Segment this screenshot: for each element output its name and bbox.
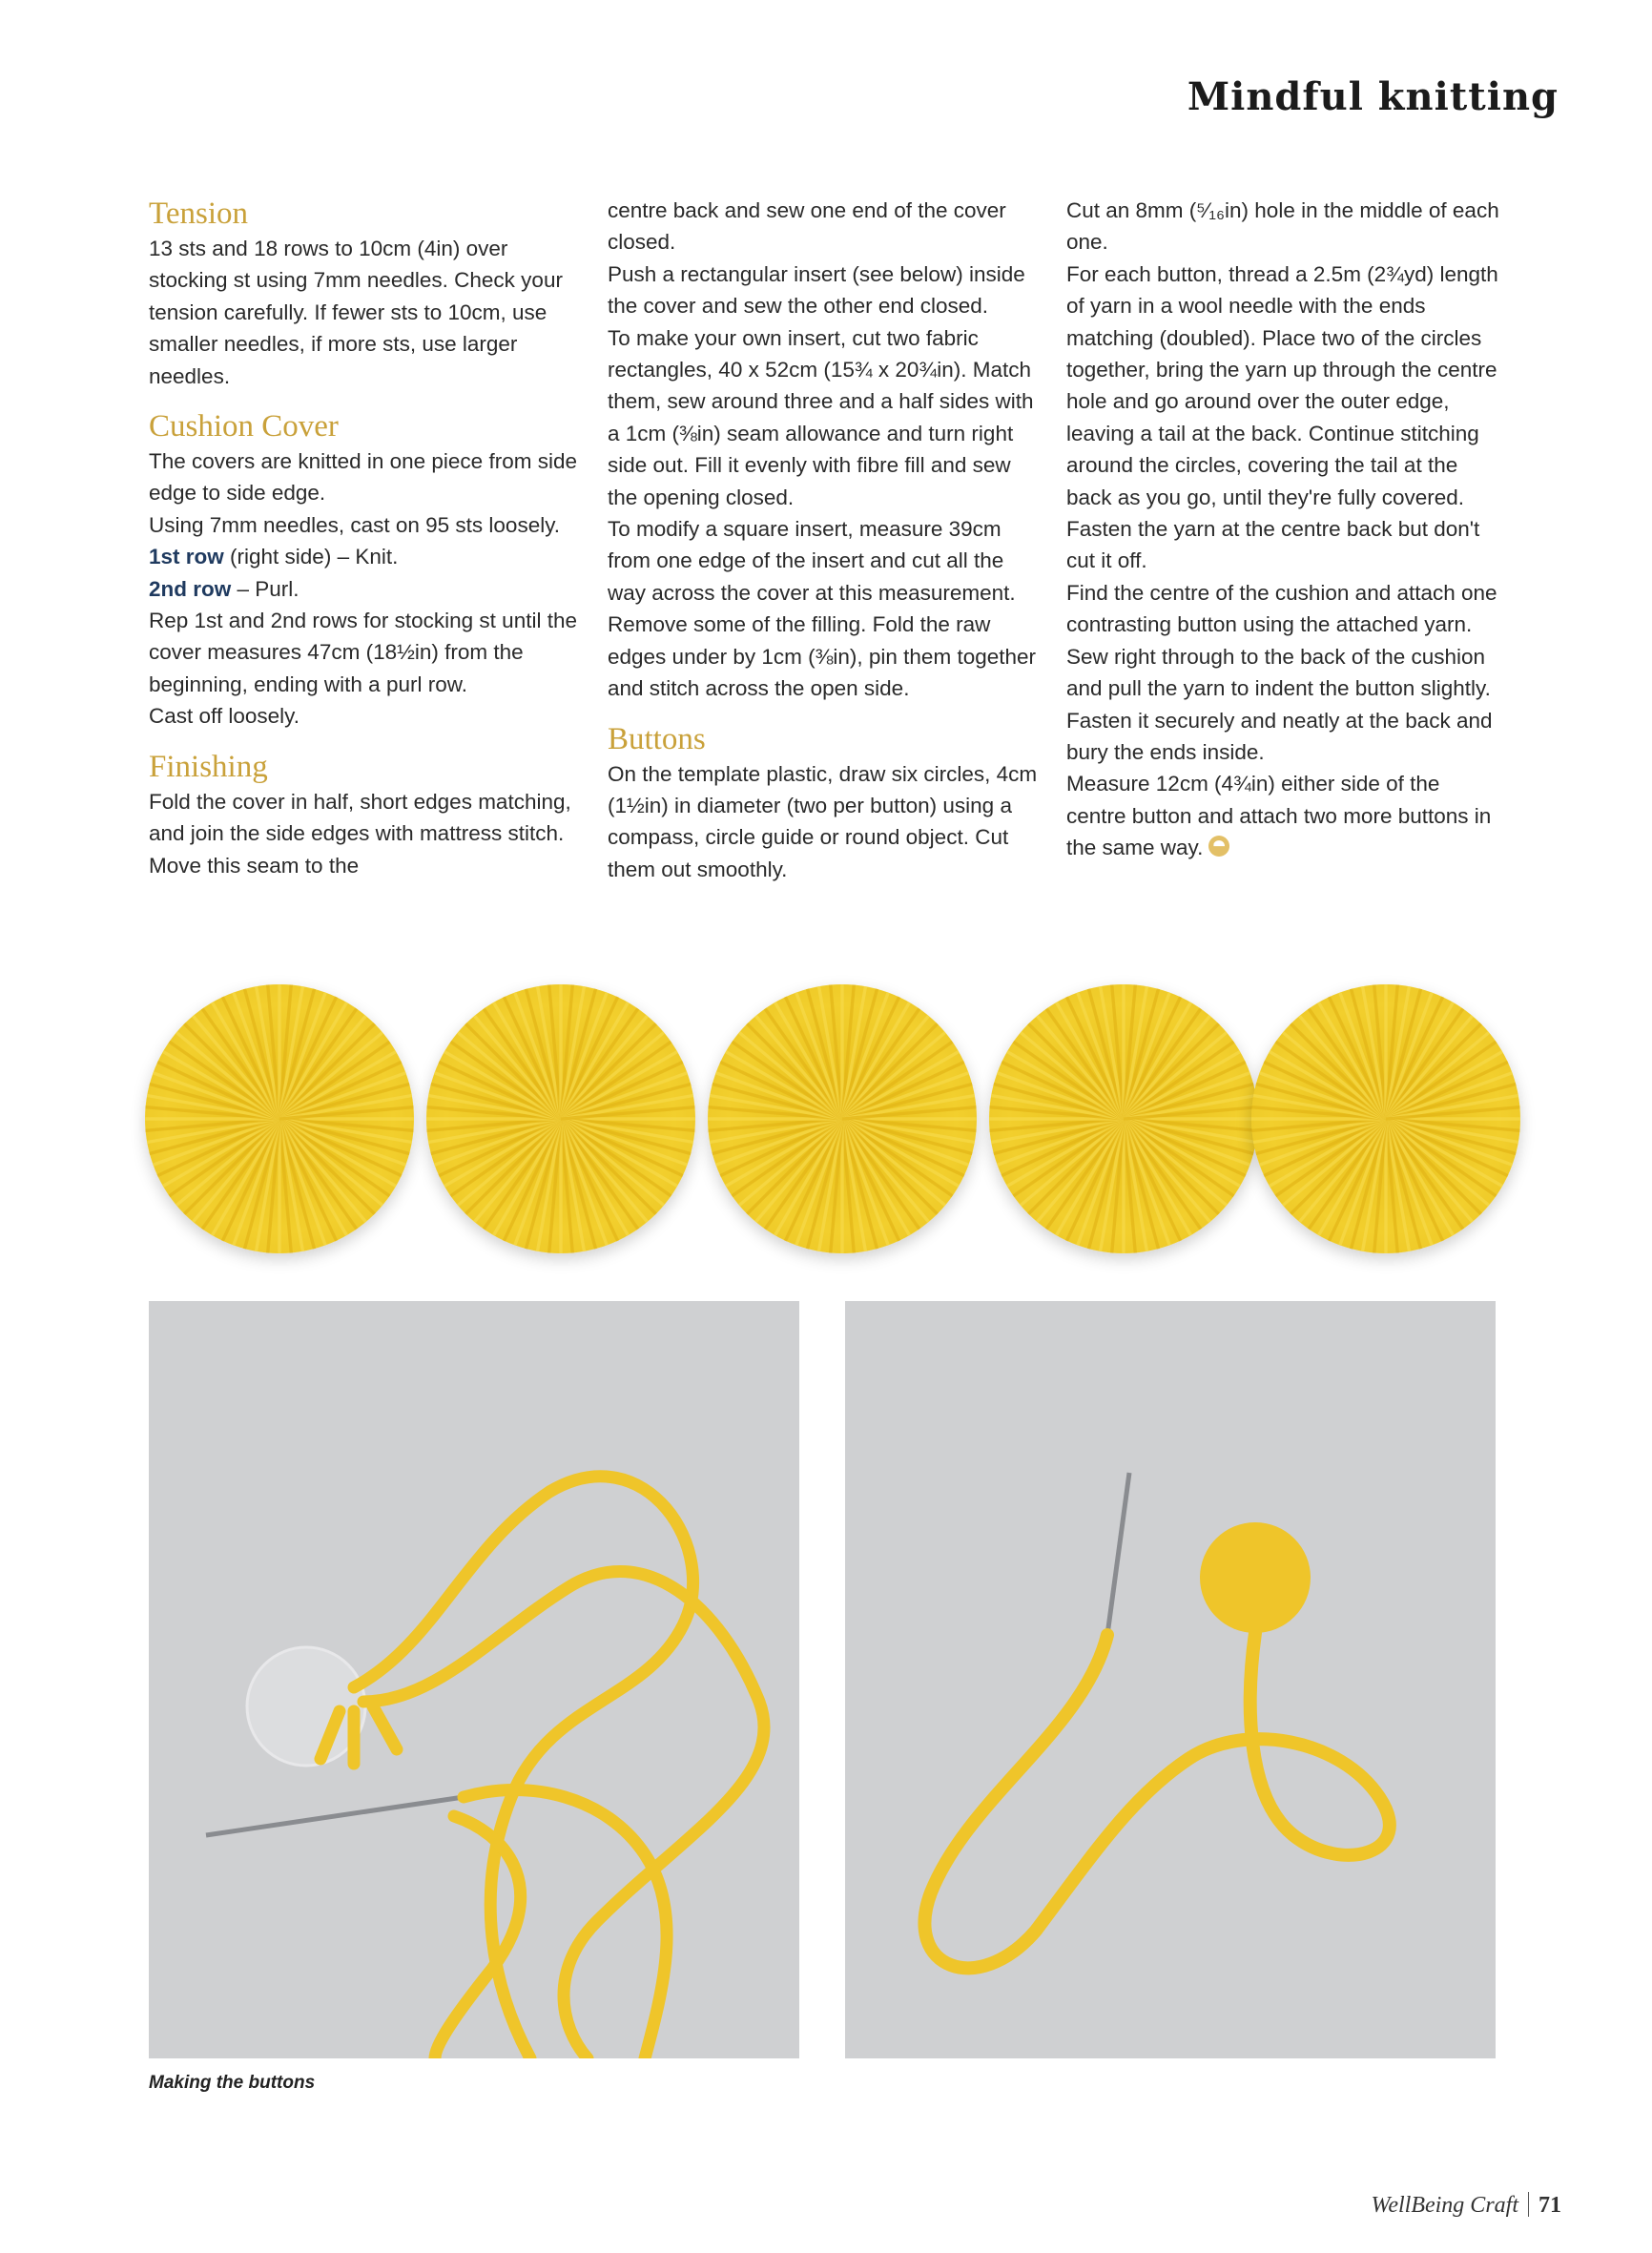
buttons-paragraph: Find the centre of the cushion and attach one contrasting button using the attached yarn. Sew right through to the back of the cushion and pull the yarn to indent the button slightly. Fasten it securely and neatly at the back and bury the ends inside.	[1066, 580, 1497, 764]
finishing-paragraph: To make your own insert, cut two fabric rectangles, 40 x 52cm (15¾ x 20¾in). Match them, sew around three and a half sides with a 1cm (⅜in) seam allowance and turn right side out. Fill it evenly with fibre fill and sew the opening closed.	[608, 325, 1034, 509]
row-text: – Purl.	[231, 576, 299, 601]
yarn-strands-icon	[1251, 984, 1520, 1253]
row-label: 1st row	[149, 545, 224, 569]
photo-finished-button	[845, 1301, 1496, 2058]
photo-threading-yarn	[149, 1301, 799, 2058]
magazine-brand: WellBeing Craft	[1371, 2193, 1518, 2218]
footer-divider	[1528, 2192, 1529, 2217]
cushion-paragraph: The covers are knitted in one piece from side edge to side edge.	[149, 449, 577, 506]
cushion-paragraph: Cast off loosely.	[149, 704, 299, 729]
closing-text: Measure 12cm (4¾in) either side of the centre button and attach two more buttons in the same way.	[1066, 772, 1492, 860]
row-label: 2nd row	[149, 576, 232, 601]
buttons-paragraph	[1066, 768, 1505, 863]
tension-text: 13 sts and 18 rows to 10cm (4in) over stocking st using 7mm needles. Check your tension carefully. If fewer sts to 10cm, use smaller needles, if more sts, use larger needles.	[149, 237, 563, 388]
yarn-button-image	[708, 984, 977, 1253]
buttons-paragraph: On the template plastic, draw six circles, 4cm (1½in) in diameter (two per button) using a compass, circle guide or round object. Cut them out smoothly.	[608, 761, 1038, 881]
yarn-strands-icon	[426, 984, 695, 1253]
cushion-cover-heading: Cushion Cover	[149, 409, 339, 444]
end-mark-icon	[1208, 836, 1229, 857]
tension-heading: Tension	[149, 196, 249, 231]
finishing-paragraph: Push a rectangular insert (see below) inside the cover and sew the other end closed.	[608, 261, 1025, 319]
buttons-paragraph: Cut an 8mm (⁵⁄₁₆in) hole in the middle of each one.	[1066, 198, 1499, 255]
yarn-strands-icon	[145, 984, 414, 1253]
buttons-heading: Buttons	[608, 721, 706, 756]
yarn-strands-icon	[708, 984, 977, 1253]
yarn-button-image	[426, 984, 695, 1253]
page-section-title: Mindful knitting	[1187, 74, 1559, 119]
finishing-heading: Finishing	[149, 749, 268, 784]
photo-caption: Making the buttons	[149, 2073, 316, 2093]
buttons-paragraph: For each button, thread a 2.5m (2¾yd) length of yarn in a wool needle with the ends matching (doubled). Place two of the circles together, bring the yarn up through the centre hole and go around over the outer edge, leaving a tail at the back. Continue stitching around the circles, covering the tail at the back as you go, until they're fully covered. Fasten the yarn at the centre back but don't cut it off.	[1066, 261, 1498, 573]
column-3	[1066, 195, 1505, 864]
yarn-button-image	[1251, 984, 1520, 1253]
yarn-buttons-photo	[134, 961, 1526, 1248]
cushion-paragraph: Using 7mm needles, cast on 95 sts loosely.	[149, 512, 561, 537]
finishing-paragraph: centre back and sew one end of the cover closed.	[608, 198, 1006, 255]
row-instruction	[149, 573, 588, 605]
yarn-button-image	[989, 984, 1258, 1253]
yarn-strands-icon	[989, 984, 1258, 1253]
page-number: 71	[1538, 2193, 1561, 2218]
yarn-needle-image	[149, 1301, 799, 2058]
yarn-button-needle-image	[845, 1301, 1496, 2058]
finishing-paragraph: Fold the cover in half, short edges matching, and join the side edges with mattress stitch. Move this seam to the	[149, 789, 571, 878]
column-2	[608, 195, 1046, 885]
finishing-paragraph: To modify a square insert, measure 39cm from one edge of the insert and cut all the way across the cover at this measurement. Remove some of the filling. Fold the raw edges under by 1cm (⅜in), pin them together and stitch across the open side.	[608, 517, 1037, 701]
row-text: (right side) – Knit.	[223, 545, 399, 569]
page-footer	[1372, 2192, 1561, 2219]
yarn-button-image	[145, 984, 414, 1253]
row-instruction	[149, 541, 588, 572]
cushion-paragraph: Rep 1st and 2nd rows for stocking st until the cover measures 47cm (18½in) from the beginning, ending with a purl row.	[149, 609, 577, 696]
column-1	[149, 195, 588, 881]
